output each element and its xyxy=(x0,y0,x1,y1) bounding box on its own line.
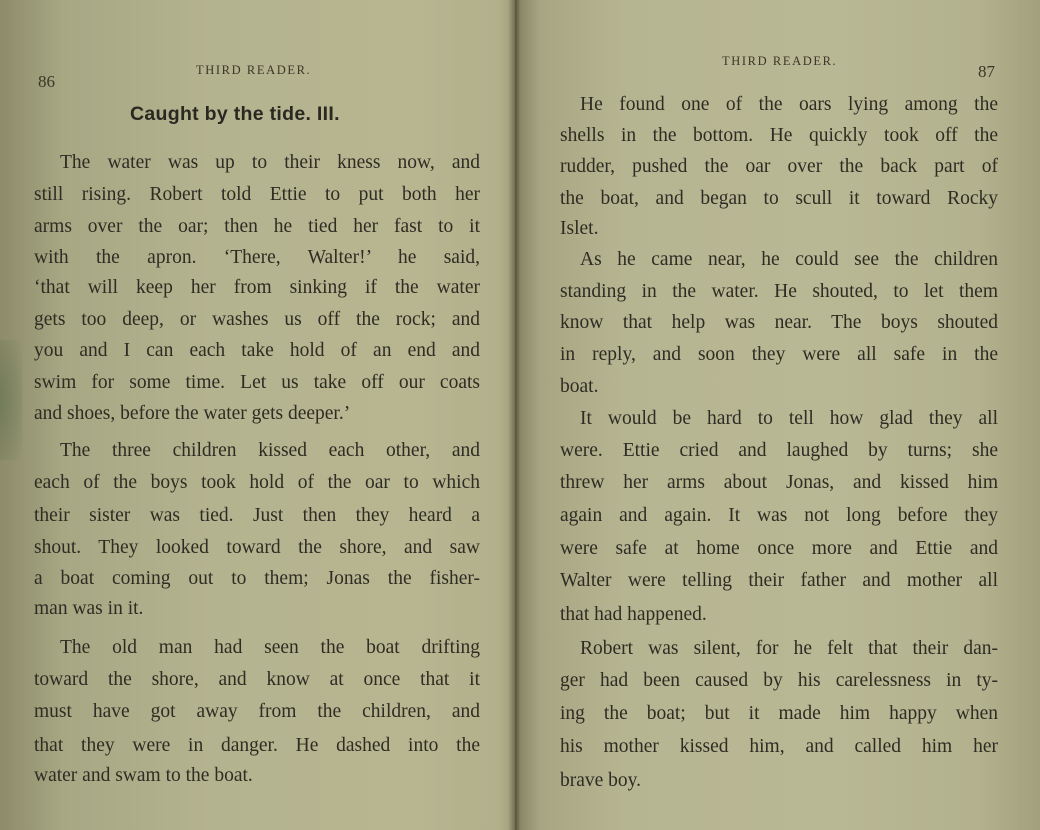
text-line: know that help was near. The boys shouted xyxy=(560,312,998,333)
text-line: The old man had seen the boat drifting xyxy=(60,637,480,658)
text-line: his mother kissed him, and called him her xyxy=(560,736,998,757)
text-line: arms over the oar; then he tied her fast to it xyxy=(34,216,480,237)
text-line: that had happened. xyxy=(560,604,707,625)
text-line: ing the boat; but it made him happy when xyxy=(560,703,998,724)
right-page-number: 87 xyxy=(978,62,995,81)
text-line: in reply, and soon they were all safe in the xyxy=(560,344,998,365)
text-line: The water was up to their kness now, and xyxy=(60,152,480,173)
text-line: must have got away from the children, and xyxy=(34,701,480,722)
right-page xyxy=(522,0,1040,830)
text-line: swim for some time. Let us take off our coats xyxy=(34,372,480,393)
text-line: water and swam to the boat. xyxy=(34,765,253,786)
text-line: Walter were telling their father and mother all xyxy=(560,570,998,591)
text-line: still rising. Robert told Ettie to put both her xyxy=(34,184,480,205)
text-line: each of the boys took hold of the oar to which xyxy=(34,472,480,493)
text-line: man was in it. xyxy=(34,598,144,619)
text-line: you and I can each take hold of an end and xyxy=(34,340,480,361)
text-line: He found one of the oars lying among the xyxy=(580,94,998,115)
text-line: ger had been caused by his carelessness in ty- xyxy=(560,670,998,691)
text-line: their sister was tied. Just then they heard a xyxy=(34,505,480,526)
book-gutter xyxy=(508,0,522,830)
text-line: toward the shore, and know at once that it xyxy=(34,669,480,690)
text-line: with the apron. ‘There, Walter!’ he said, xyxy=(34,247,480,268)
left-page xyxy=(0,0,508,830)
text-line: It would be hard to tell how glad they all xyxy=(580,408,998,429)
text-line: gets too deep, or washes us off the rock; and xyxy=(34,309,480,330)
text-line: were safe at home once more and Ettie and xyxy=(560,538,998,559)
text-line: boat. xyxy=(560,376,599,397)
left-running-head: THIRD READER. xyxy=(196,63,312,77)
text-line: a boat coming out to them; Jonas the fisher- xyxy=(34,568,480,589)
text-line: were. Ettie cried and laughed by turns; she xyxy=(560,440,998,461)
text-line: The three children kissed each other, and xyxy=(60,440,480,461)
text-line: that they were in danger. He dashed into the xyxy=(34,735,480,756)
text-line: brave boy. xyxy=(560,770,642,791)
text-line: ‘that will keep her from sinking if the water xyxy=(34,277,480,298)
text-line: and shoes, before the water gets deeper.’ xyxy=(34,403,351,424)
text-line: Robert was silent, for he felt that their dan- xyxy=(580,638,998,659)
text-line: shells in the bottom. He quickly took off the xyxy=(560,125,998,146)
left-page-number: 86 xyxy=(38,72,55,91)
text-line: threw her arms about Jonas, and kissed him xyxy=(560,472,998,493)
chapter-title: Caught by the tide. III. xyxy=(130,103,340,125)
text-line: again and again. It was not long before they xyxy=(560,505,998,526)
text-line: the boat, and began to scull it toward Rocky xyxy=(560,188,998,209)
text-line: Islet. xyxy=(560,218,599,239)
text-line: shout. They looked toward the shore, and saw xyxy=(34,537,480,558)
text-line: As he came near, he could see the children xyxy=(580,249,998,270)
right-running-head: THIRD READER. xyxy=(722,54,838,68)
text-line: rudder, pushed the oar over the back part of xyxy=(560,156,998,177)
text-line: standing in the water. He shouted, to let them xyxy=(560,281,998,302)
